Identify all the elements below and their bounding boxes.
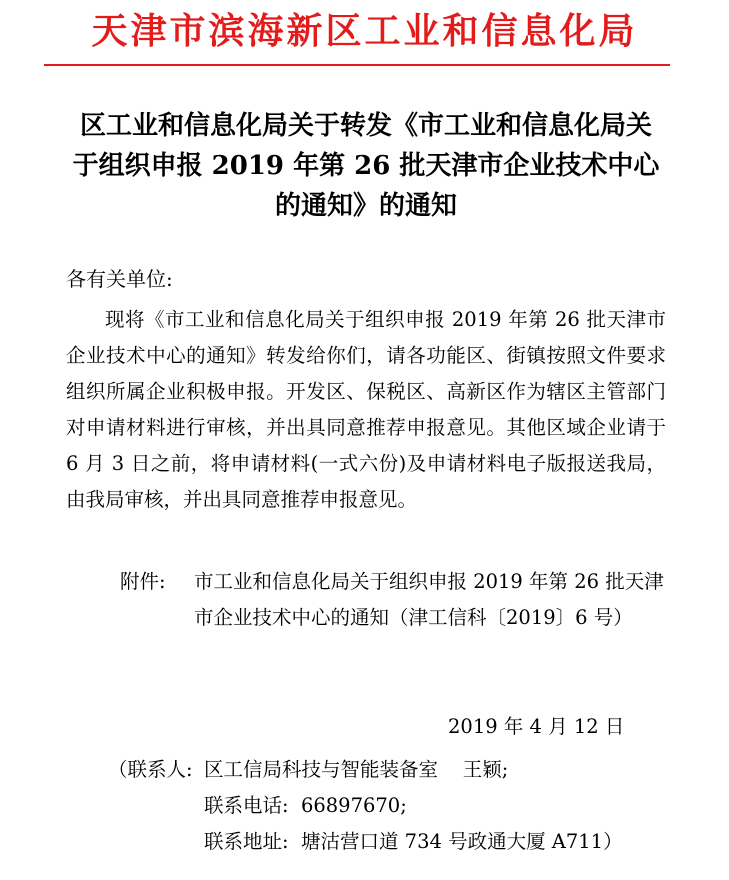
body-paragraph: 现将《市工业和信息化局关于组织申报 2019 年第 26 批天津市企业技术中心的通知》转发给你们，请各功能区、街镇按照文件要求组织所属企业积极申报。开发区、保税区、高新区作为辖区主管部门对申请材料进行审核，并出具同意推荐申报意见。其他区域企业请于 6 月 3 日之前，将申请材料(一式六份)及申请材料电子版报送我局，由我局审核，并出具同意推荐申报意见。 (66, 308, 666, 511)
attachment-label: 附件: (120, 570, 166, 593)
document-title: 区工业和信息化局关于转发《市工业和信息化局关于组织申报 2019 年第 26 批天津市企业技术中心的通知》的通知 (72, 111, 660, 221)
contact-phone: 联系电话: 66897670; (204, 794, 407, 817)
header-divider (44, 64, 670, 66)
attachment-block (120, 564, 680, 636)
attachment-text: 市工业和信息化局关于组织申报 2019 年第 26 批天津市企业技术中心的通知（津工信科〔2019〕6 号） (194, 570, 664, 629)
agency-header: 天津市滨海新区工业和信息化局 (91, 10, 638, 52)
contact-person-value: 区工信局科技与智能装备室 王颖; (204, 758, 509, 781)
contact-address: 联系地址: 塘沽营口道 734 号政通大厦 A711） (204, 830, 623, 853)
contact-person-label: （联系人: (108, 758, 193, 781)
salutation: 各有关单位: (66, 267, 173, 291)
contact-block (108, 752, 623, 860)
issue-date: 2019 年 4 月 12 日 (448, 715, 625, 738)
